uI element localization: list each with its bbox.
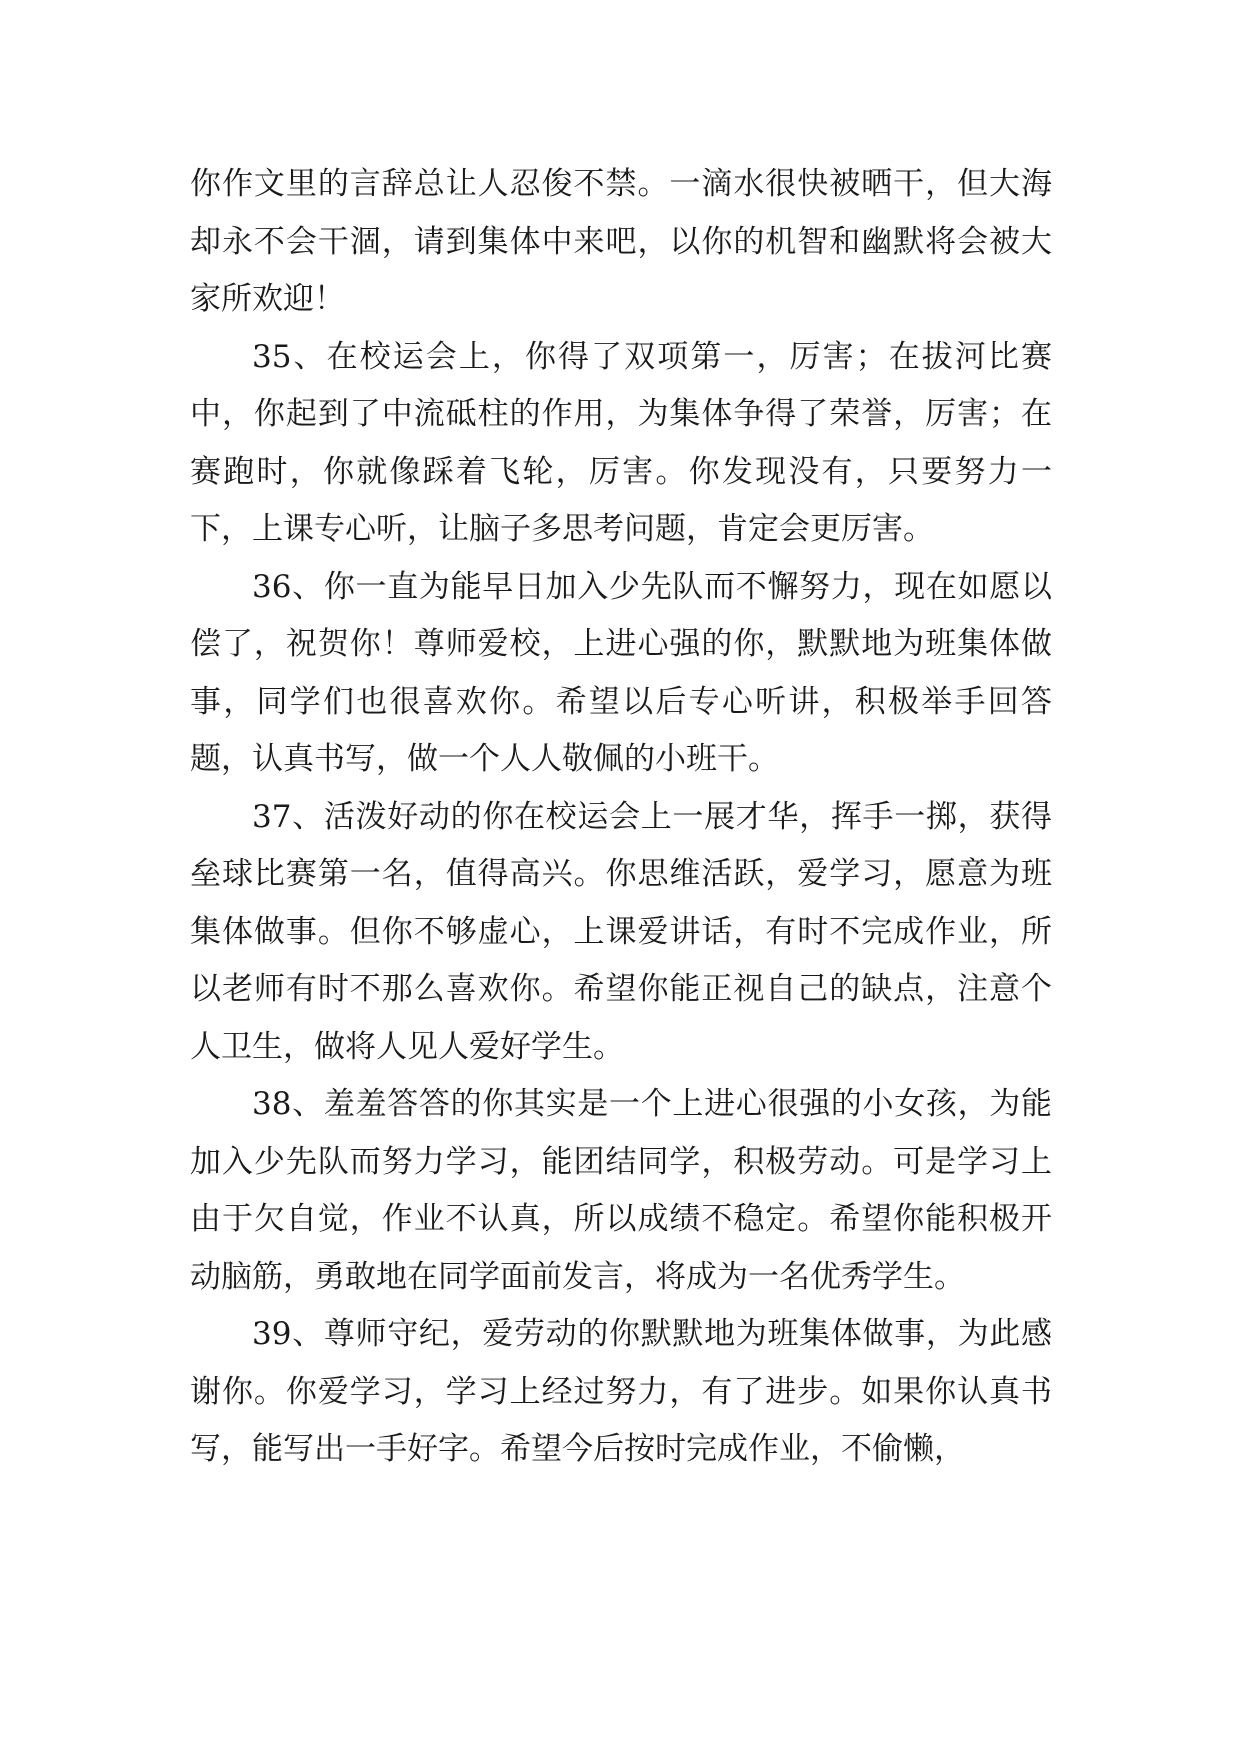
document-body	[190, 156, 1052, 1479]
paragraph-37: 37、活泼好动的你在校运会上一展才华，挥手一掷，获得垒球比赛第一名，值得高兴。你思维活跃，爱学习，愿意为班集体做事。但你不够虚心，上课爱讲话，有时不完成作业，所以老师有时不那么喜欢你。希望你能正视自己的缺点，注意个人卫生，做将人见人爱好学生。	[190, 798, 1052, 1065]
paragraph-38: 38、羞羞答答的你其实是一个上进心很强的小女孩，为能加入少先队而努力学习，能团结同学，积极劳动。可是学习上由于欠自觉，作业不认真，所以成绩不稳定。希望你能积极开动脑筋，勇敢地在同学面前发言，将成为一名优秀学生。	[190, 1086, 1052, 1295]
paragraph-36: 36、你一直为能早日加入少先队而不懈努力，现在如愿以偿了，祝贺你！尊师爱校，上进心强的你，默默地为班集体做事，同学们也很喜欢你。希望以后专心听讲，积极举手回答题，认真书写，做一个人人敬佩的小班干。	[190, 568, 1052, 777]
paragraph-intro: 你作文里的言辞总让人忍俊不禁。一滴水很快被晒干，但大海却永不会干涸，请到集体中来吧，以你的机智和幽默将会被大家所欢迎！	[190, 166, 1052, 317]
paragraph-35: 35、在校运会上，你得了双项第一，厉害；在拔河比赛中，你起到了中流砥柱的作用，为集体争得了荣誉，厉害；在赛跑时，你就像踩着飞轮，厉害。你发现没有，只要努力一下，上课专心听，让脑子多思考问题，肯定会更厉害。	[190, 338, 1052, 547]
paragraph-39: 39、尊师守纪，爱劳动的你默默地为班集体做事，为此感谢你。你爱学习，学习上经过努力，有了进步。如果你认真书写，能写出一手好字。希望今后按时完成作业，不偷懒，	[190, 1316, 1052, 1467]
